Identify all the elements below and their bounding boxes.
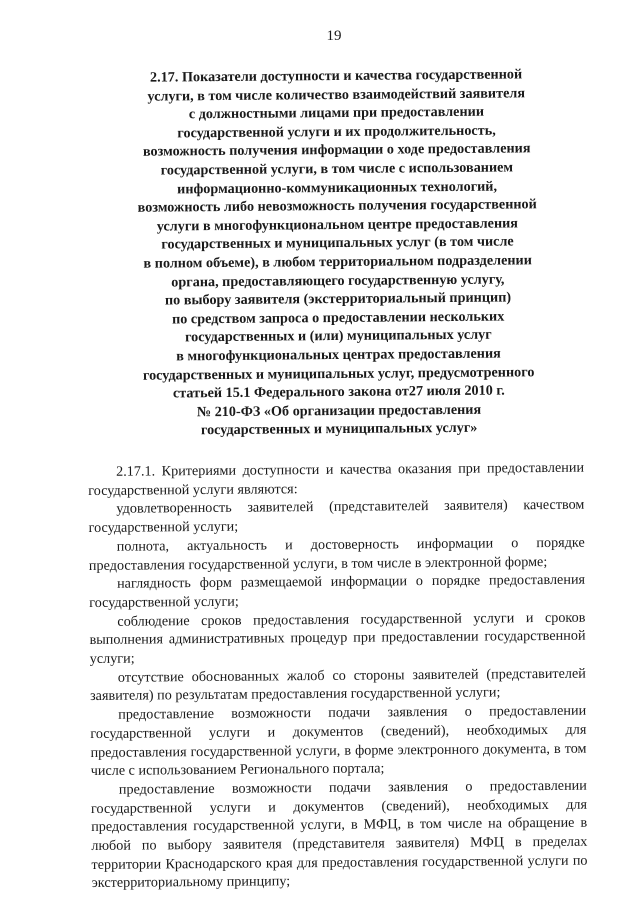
heading-line: возможность либо невозможность получения государственной (137, 196, 537, 216)
heading-line: государственных и (или) муниципальных услуг (184, 326, 492, 346)
heading-line: государственных и муниципальных услуг» (200, 420, 478, 439)
heading-line: с должностными лицами при предоставлении (188, 103, 485, 123)
paragraph: наглядность форм размещаемой информации о порядке предоставления государственной услуги; (89, 571, 586, 611)
heading-line: услуги в многофункциональном центре предоставления (156, 215, 519, 235)
paragraph: предоставление возможности подачи заявления о предоставлении государственной услуги и документов (сведений), необходимых для предоставления государственной услуги, в форме электронного документа, в том числе с использованием Регионального портала; (90, 702, 587, 780)
heading-line: в многофункциональных центрах предоставления (176, 345, 501, 365)
heading-line: по средством запроса о предоставлении нескольких (172, 308, 505, 328)
page-number: 19 (326, 28, 342, 44)
heading-line: № 210-ФЗ «Об организации предоставления (196, 401, 482, 420)
paragraph: отсутствие обоснованных жалоб со стороны заявителей (представителей заявителя) по результатам предоставления государственной услуги; (89, 665, 586, 705)
heading-line: органа, предоставляющего государственную услугу, (171, 271, 505, 290)
paragraph: полнота, актуальность и достоверность информации о порядке предоставления государственной услуги, в том числе в электронной форме; (88, 534, 585, 574)
heading-line: в полном объеме), в любом территориальном подразделении (143, 252, 532, 272)
heading-line: возможность получения информации о ходе предоставления (142, 140, 531, 161)
heading-line: государственной услуги, в том числе с использованием (160, 159, 514, 179)
paragraph: предоставление возможности подачи заявления о предоставлении государственной услуги и документов (сведений), необходимых для предоставления государственной услуги, в МФЦ, в том числе на обращение в любой по выбору заявителя (представителя заявителя) МФЦ в пределах территории Краснодарского края для предоставления государственной услуги по экстерриториальному принципу; (90, 777, 588, 892)
paragraph: удовлетворенность заявителей (представителей заявителя) качеством государственной услуги; (88, 496, 585, 536)
heading-line: 2.17. Показатели доступности и качества государственной (149, 66, 523, 86)
heading-line: статьей 15.1 Федерального закона от27 июля 2010 г. (172, 382, 505, 402)
heading-line: государственных и муниципальных услуг, предусмотренного (142, 363, 535, 384)
heading-line: услуги, в том числе количество взаимодействий заявителя (147, 84, 526, 105)
paragraph: 2.17.1. Критериями доступности и качества оказания при предоставлении государственной услуги являются: (88, 459, 585, 499)
paragraph: соблюдение сроков предоставления государственной услуги и сроков выполнения административных процедур при предоставлении государственной услуги; (89, 609, 586, 667)
heading-line: государственных и муниципальных услуг (в том числе (161, 233, 514, 253)
heading-line: государственной услуги и их продолжительность, (177, 122, 496, 142)
body-text (88, 459, 588, 893)
heading-line: информационно-коммуникационных технологий, (177, 178, 498, 197)
heading-line: по выбору заявителя (экстерриториальный принцип) (164, 289, 512, 309)
section-heading (88, 65, 587, 441)
